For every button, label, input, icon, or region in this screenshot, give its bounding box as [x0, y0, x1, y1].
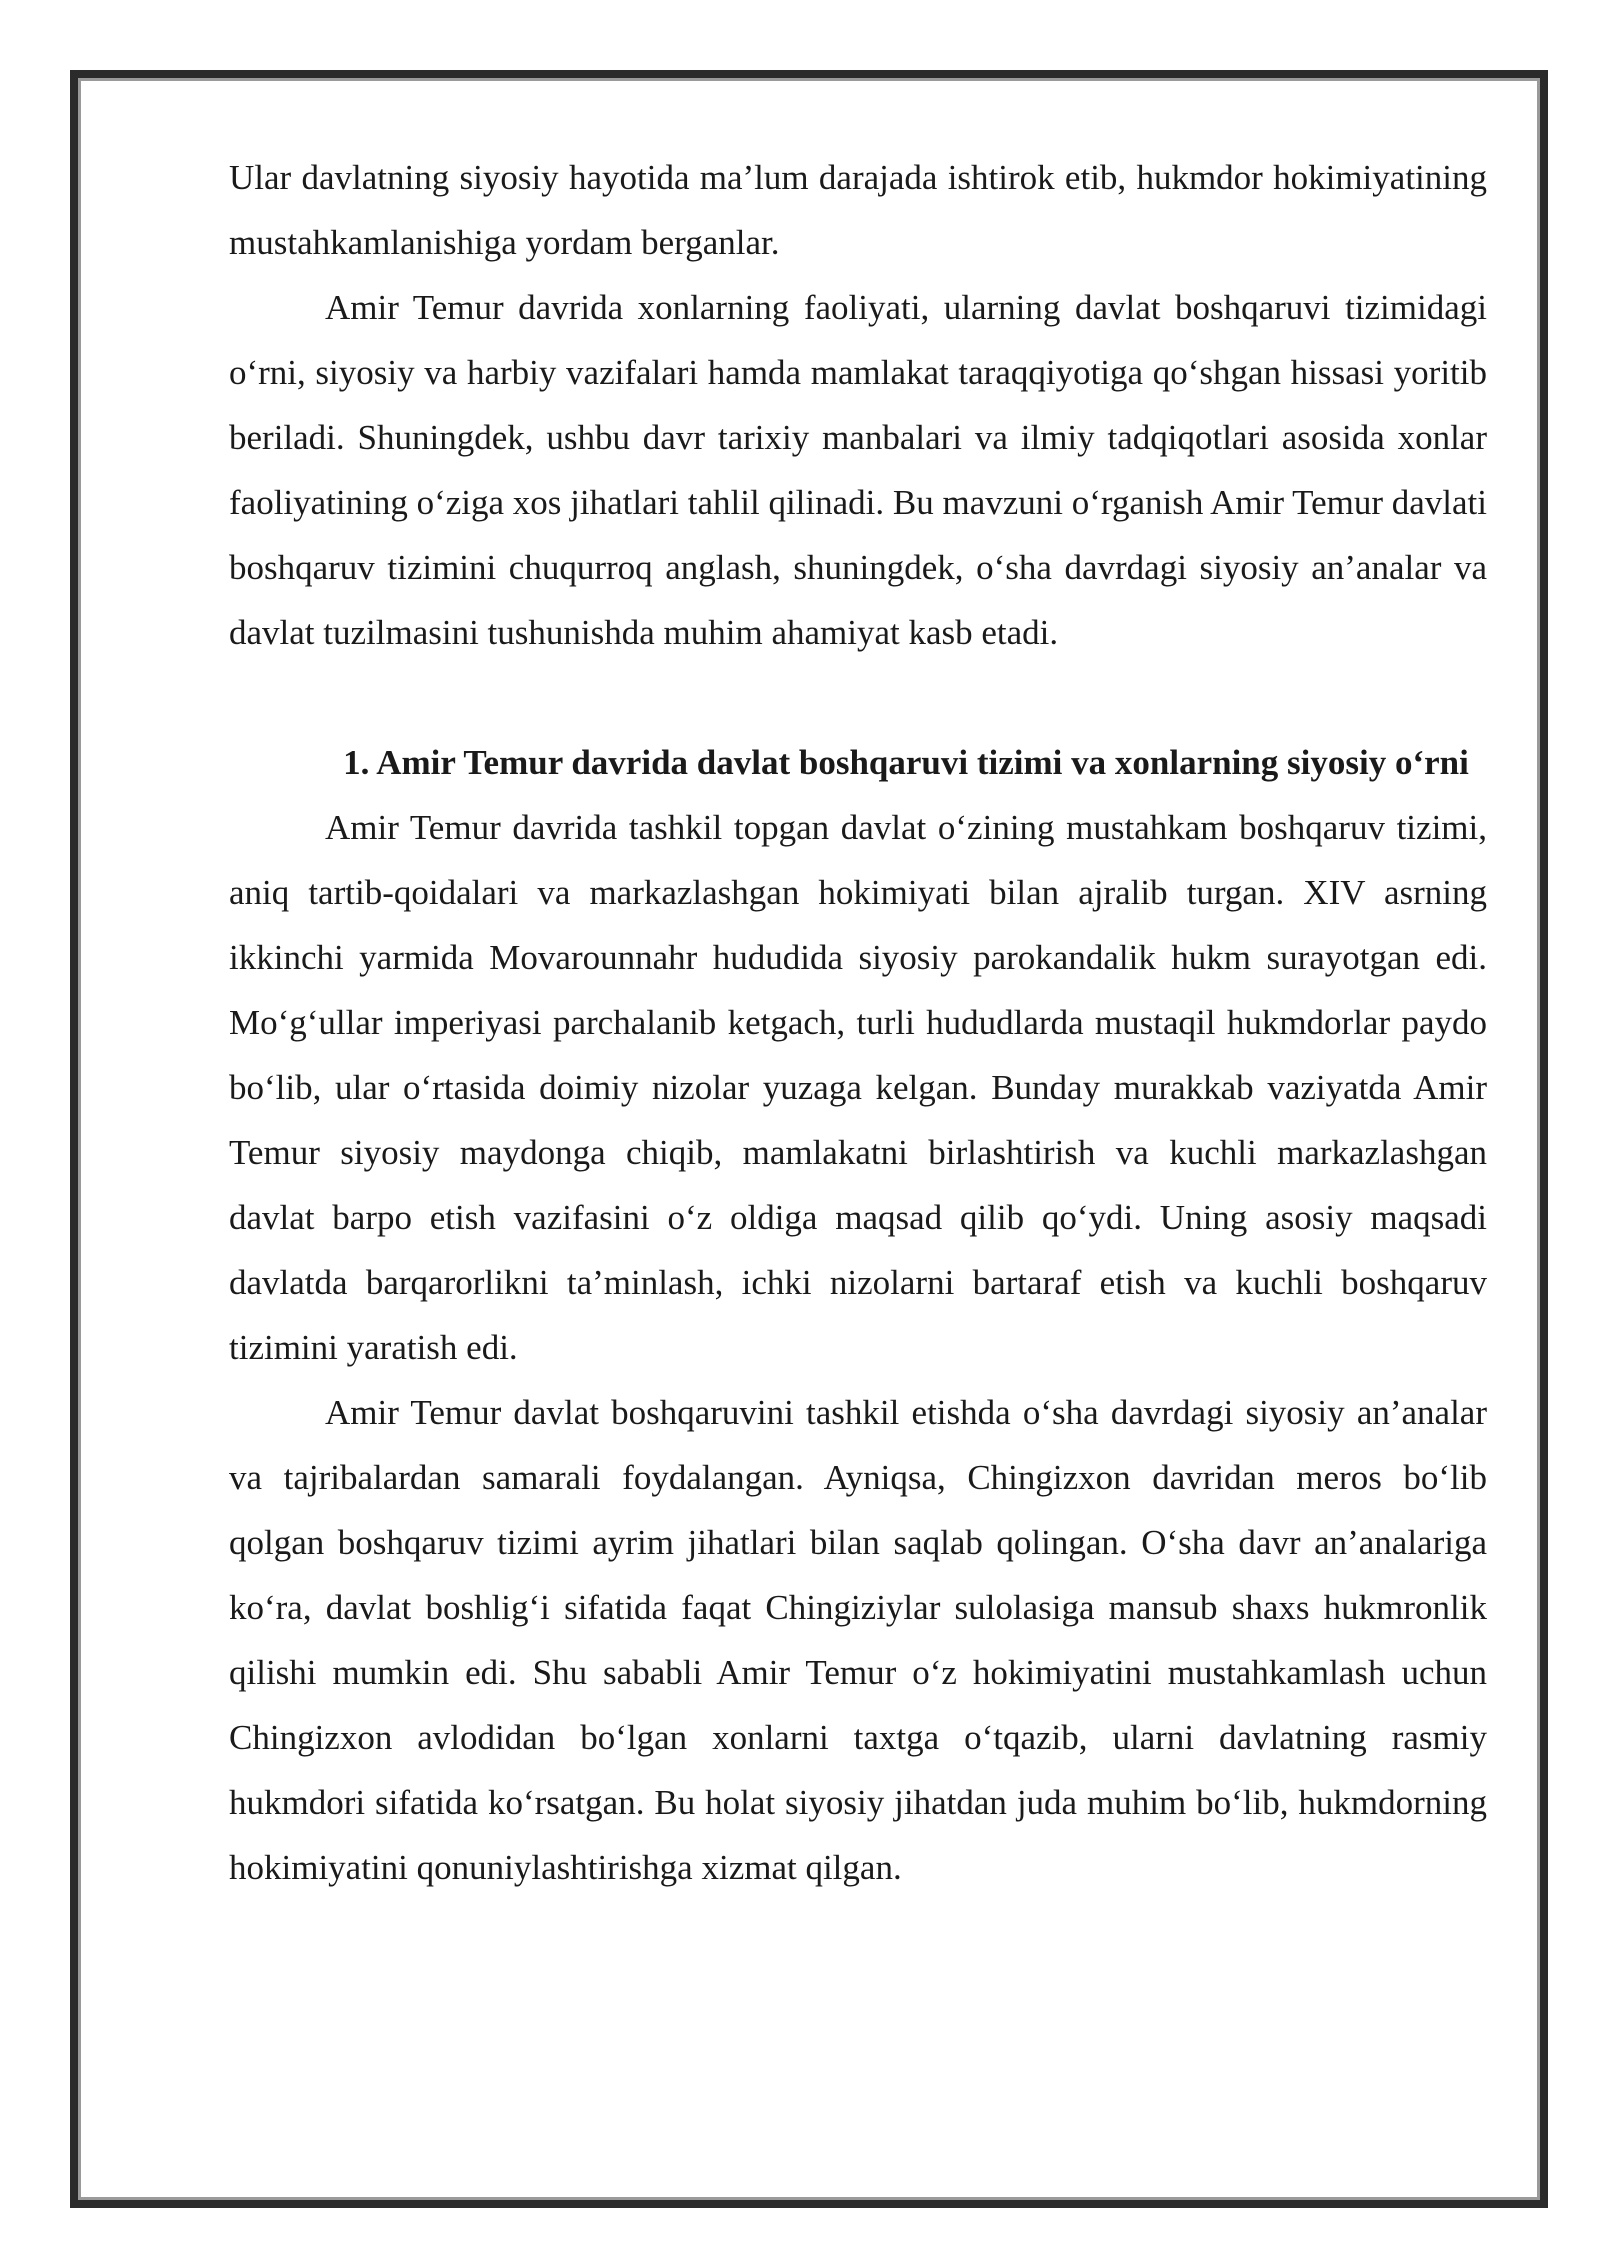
paragraph-continuation: Ular davlatning siyosiy hayotida ma’lum darajada ishtirok etib, hukmdor hokimiyatining mustahkamlanishiga yordam berganlar.	[229, 158, 1487, 262]
document-body	[229, 145, 1487, 1900]
paragraph-section-1: Amir Temur davrida tashkil topgan davlat o‘zining mustahkam boshqaruv tizimi, aniq tartib-qoidalari va markazlashgan hokimiyati bilan ajralib turgan. XIV asrning ikkinchi yarmida Movarounnahr hududida siyosiy parokandalik hukm surayotgan edi. Mo‘g‘ullar imperiyasi parchalanib ketgach, turli hududlarda mustaqil hukmdorlar paydo bo‘lib, ular o‘rtasida doimiy nizolar yuzaga kelgan. Bunday murakkab vaziyatda Amir Temur siyosiy maydonga chiqib, mamlakatni birlashtirish va kuchli markazlashgan davlat barpo etish vazifasini o‘z oldiga maqsad qilib qo‘ydi. Uning asosiy maqsadi davlatda barqarorlikni ta’minlash, ichki nizolarni bartaraf etish va kuchli boshqaruv tizimini yaratish edi.	[229, 808, 1487, 1367]
section-heading: 1. Amir Temur davrida davlat boshqaruvi tizimi va xonlarning siyosiy o‘rni	[343, 743, 1469, 782]
paragraph-intro: Amir Temur davrida xonlarning faoliyati, ularning davlat boshqaruvi tizimidagi o‘rni, siyosiy va harbiy vazifalari hamda mamlakat taraqqiyotiga qo‘shgan hissasi yoritib beriladi. Shuningdek, ushbu davr tarixiy manbalari va ilmiy tadqiqotlari asosida xonlar faoliyatining o‘ziga xos jihatlari tahlil qilinadi. Bu mavzuni o‘rganish Amir Temur davlati boshqaruv tizimini chuqurroq anglash, shuningdek, o‘sha davrdagi siyosiy an’analar va davlat tuzilmasini tushunishda muhim ahamiyat kasb etadi.	[229, 288, 1487, 652]
paragraph-section-2: Amir Temur davlat boshqaruvini tashkil etishda o‘sha davrdagi siyosiy an’analar va tajribalardan samarali foydalangan. Ayniqsa, Chingizxon davridan meros bo‘lib qolgan boshqaruv tizimi ayrim jihatlari bilan saqlab qolingan. O‘sha davr an’analariga ko‘ra, davlat boshlig‘i sifatida faqat Chingiziylar sulolasiga mansub shaxs hukmronlik qilishi mumkin edi. Shu sababli Amir Temur o‘z hokimiyatini mustahkamlash uchun Chingizxon avlodidan bo‘lgan xonlarni taxtga o‘tqazib, ularni davlatning rasmiy hukmdori sifatida ko‘rsatgan. Bu holat siyosiy jihatdan juda muhim bo‘lib, hukmdorning hokimiyatini qonuniylashtirishga xizmat qilgan.	[229, 1393, 1487, 1887]
